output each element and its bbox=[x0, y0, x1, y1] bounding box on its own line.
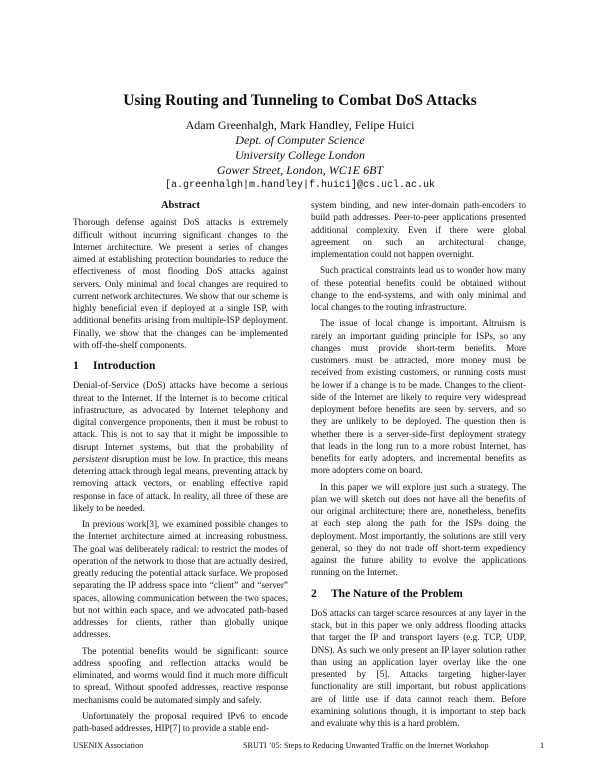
page-number: 1 bbox=[540, 741, 545, 750]
footer-left: USENIX Association bbox=[73, 741, 144, 750]
author-block bbox=[0, 118, 600, 193]
section-2-heading bbox=[311, 588, 526, 600]
intro-paragraph-5: Such practical constraints lead us to wonder how many of these potential benefits could be obtained without change to the end-systems, and with only minimal and local changes to the routing infrastructure. bbox=[311, 265, 526, 312]
section-1-heading bbox=[73, 360, 288, 372]
intro-paragraph-4: Unfortunately the proposal required IPv6 to encode path-based addresses, HIP[7] to provide a stable end- bbox=[73, 710, 288, 733]
section-2-title: The Nature of the Problem bbox=[331, 587, 463, 600]
intro-p1-emphasis: persistent bbox=[73, 453, 109, 464]
intro-p1-part-b: disruption must be low. In practice, this means deterring attack through legal means, preventing attack by removing attack vectors, or enabling effective rapid response in face of attack. In reality, all three of these are likely to be needed. bbox=[73, 453, 288, 513]
paper-title: Using Routing and Tunneling to Combat DoS Attacks bbox=[123, 92, 477, 109]
intro-paragraph-2: In previous work[3], we examined possible changes to the Internet architecture aimed at increasing robustness. The goal was deliberately radical: to restrict the modes of operation of the network to those that are actually desired, greatly reducing the potential attack surface. We proposed separating the IP address space into “client” and “server” spaces, allowing communication between the two spaces, but not within each space, and we advocated path-based addresses for clients, rather than globally unique addresses. bbox=[73, 519, 288, 640]
affiliation-university: University College London bbox=[235, 148, 365, 162]
affiliation-department: Dept. of Computer Science bbox=[235, 133, 365, 147]
footer-center: SRUTI ’05: Steps to Reducing Unwanted Traffic on the Internet Workshop bbox=[243, 741, 489, 750]
section-1-title: Introduction bbox=[93, 360, 156, 372]
section-2-number: 2 bbox=[311, 587, 317, 600]
intro-paragraph-3: The potential benefits would be significant: source address spoofing and reflection attacks would be eliminated, and worms would find it much more difficult to spread. Without spoofed addresses, reactive response mechanisms could be automated simply and safely. bbox=[73, 645, 288, 705]
author-names: Adam Greenhalgh, Mark Handley, Felipe Huici bbox=[185, 118, 415, 132]
author-emails: [a.greenhalgh|m.handley|f.huici]@cs.ucl.ac.uk bbox=[164, 180, 436, 191]
intro-paragraph-6: The issue of local change is important. Altruism is rarely an important guiding principle for ISPs, so any changes must provide short-term benefits. More customers must be attracted, more money must be received from existing customers, or running costs must be lower if a change is to be made. Changes to the client-side of the Internet are likely to require very widespread deployment before benefits are seen by servers, and so they are unlikely to be deployed. The question then is whether there is a server-side-first deployment strategy that leads in the long run to a more robust Internet, has benefits for early adopters, and incremental benefits as more adopters come on board. bbox=[311, 318, 526, 476]
affiliation-address: Gower Street, London, WC1E 6BT bbox=[216, 163, 384, 177]
abstract-heading: Abstract bbox=[160, 200, 201, 211]
intro-paragraph-1 bbox=[73, 379, 288, 514]
left-column bbox=[73, 200, 288, 738]
abstract-text: Thorough defense against DoS attacks is extremely difficult without incurring significant changes to the Internet architecture. We present a series of changes aimed at establishing protection boundaries to reduce the effectiveness of most flooding DoS attacks against servers. Only minimal and local changes are required to current network architectures. We show that our scheme is highly beneficial even if deployed at a single ISP, with additional benefits arising from multiple-ISP deployment. Finally, we show that the changes can be implemented with off-the-shelf components. bbox=[73, 217, 288, 350]
intro-paragraph-4-continued: system binding, and new inter-domain path-encoders to build path addresses. Peer-to-peer applications presented additional complexity. Even if there were global agreement on such an architectural change, implementation could not happen overnight. bbox=[311, 200, 526, 259]
problem-paragraph-1: DoS attacks can target scarce resources at any layer in the stack, but in this paper we only address flooding attacks that target the IP and transport layers (e.g. TCP, UDP, DNS). As such we only present an IP layer solution rather than using an application layer overlay like the one presented by [5]. Attacks targeting higher-layer functionality are still important, but robust applications are of little use if data cannot reach them. Before examining solutions though, it is important to step back and evaluate why this is a hard problem. bbox=[311, 607, 526, 728]
intro-paragraph-7: In this paper we will explore just such a strategy. The plan we will sketch out does not have all the benefits of our original architecture; there are, nonetheless, benefits at each step along the path for the ISPs doing the deployment. Most importantly, the solutions are still very general, so they do not trade off short-term expediency against the future ability to evolve the applications running on the Internet. bbox=[311, 481, 526, 578]
right-column bbox=[311, 199, 526, 733]
intro-p1-part-a: Denial-of-Service (DoS) attacks have become a serious threat to the Internet. If the Internet is to become critical infrastructure, as advocated by Internet telephony and digital convergence proponents, then it must be robust to attack. This is not to say that it might be impossible to disrupt Internet systems, but that the probability of bbox=[73, 380, 288, 452]
section-1-number: 1 bbox=[73, 360, 79, 372]
